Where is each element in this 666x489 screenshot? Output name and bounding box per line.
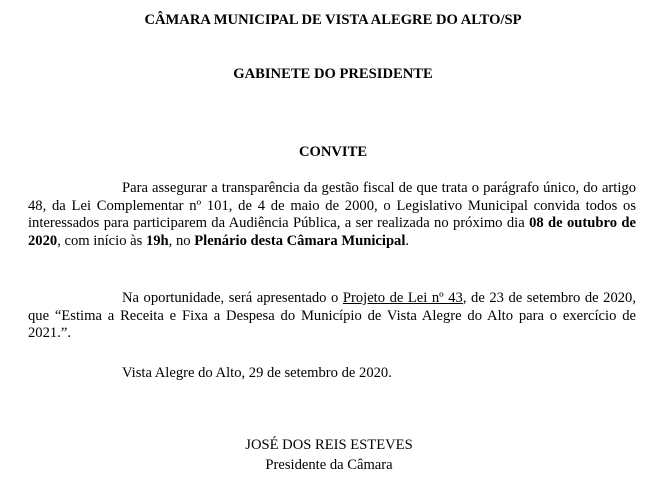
signatory-role: Presidente da Câmara	[265, 457, 393, 473]
bill-paragraph	[28, 290, 636, 343]
signatory-name: JOSÉ DOS REIS ESTEVES	[245, 437, 413, 453]
invitation-paragraph-text-a: Para assegurar a transparência da gestão fiscal de que trata o parágrafo único, do artigo 48, da Lei Complementar nº 101, de 4 de maio de 2000, o Legislativo Municipal convida todos os interessados para participarem da Audiência Pública, a ser realizada no próximo dia	[28, 180, 636, 232]
hearing-time: 19h	[145, 232, 169, 249]
document-title: CONVITE	[298, 144, 368, 160]
bill-reference: Projeto de Lei nº 43	[342, 290, 463, 306]
invitation-paragraph-text-b: , com início às	[57, 232, 146, 249]
invitation-paragraph	[28, 180, 636, 250]
bill-paragraph-text-a: Na oportunidade, será apresentado o	[122, 290, 343, 306]
place-and-date: Vista Alegre do Alto, 29 de setembro de 2020.	[122, 365, 392, 381]
bill-paragraph-text-b: , de 23 de setembro de 2020, que “Estima a Receita e Fixa a Despesa do Município de Vista Alegre do Alto para o exercício de 2021.”.	[28, 290, 636, 342]
hearing-date: 08 de outubro de 2020	[28, 215, 636, 249]
hearing-place: Plenário desta Câmara Municipal	[194, 232, 406, 249]
office-heading: GABINETE DO PRESIDENTE	[233, 66, 433, 82]
institution-heading: CÂMARA MUNICIPAL DE VISTA ALEGRE DO ALTO/SP	[144, 12, 522, 28]
invitation-paragraph-text-d: .	[405, 232, 410, 249]
invitation-paragraph-text-c: , no	[168, 232, 195, 249]
